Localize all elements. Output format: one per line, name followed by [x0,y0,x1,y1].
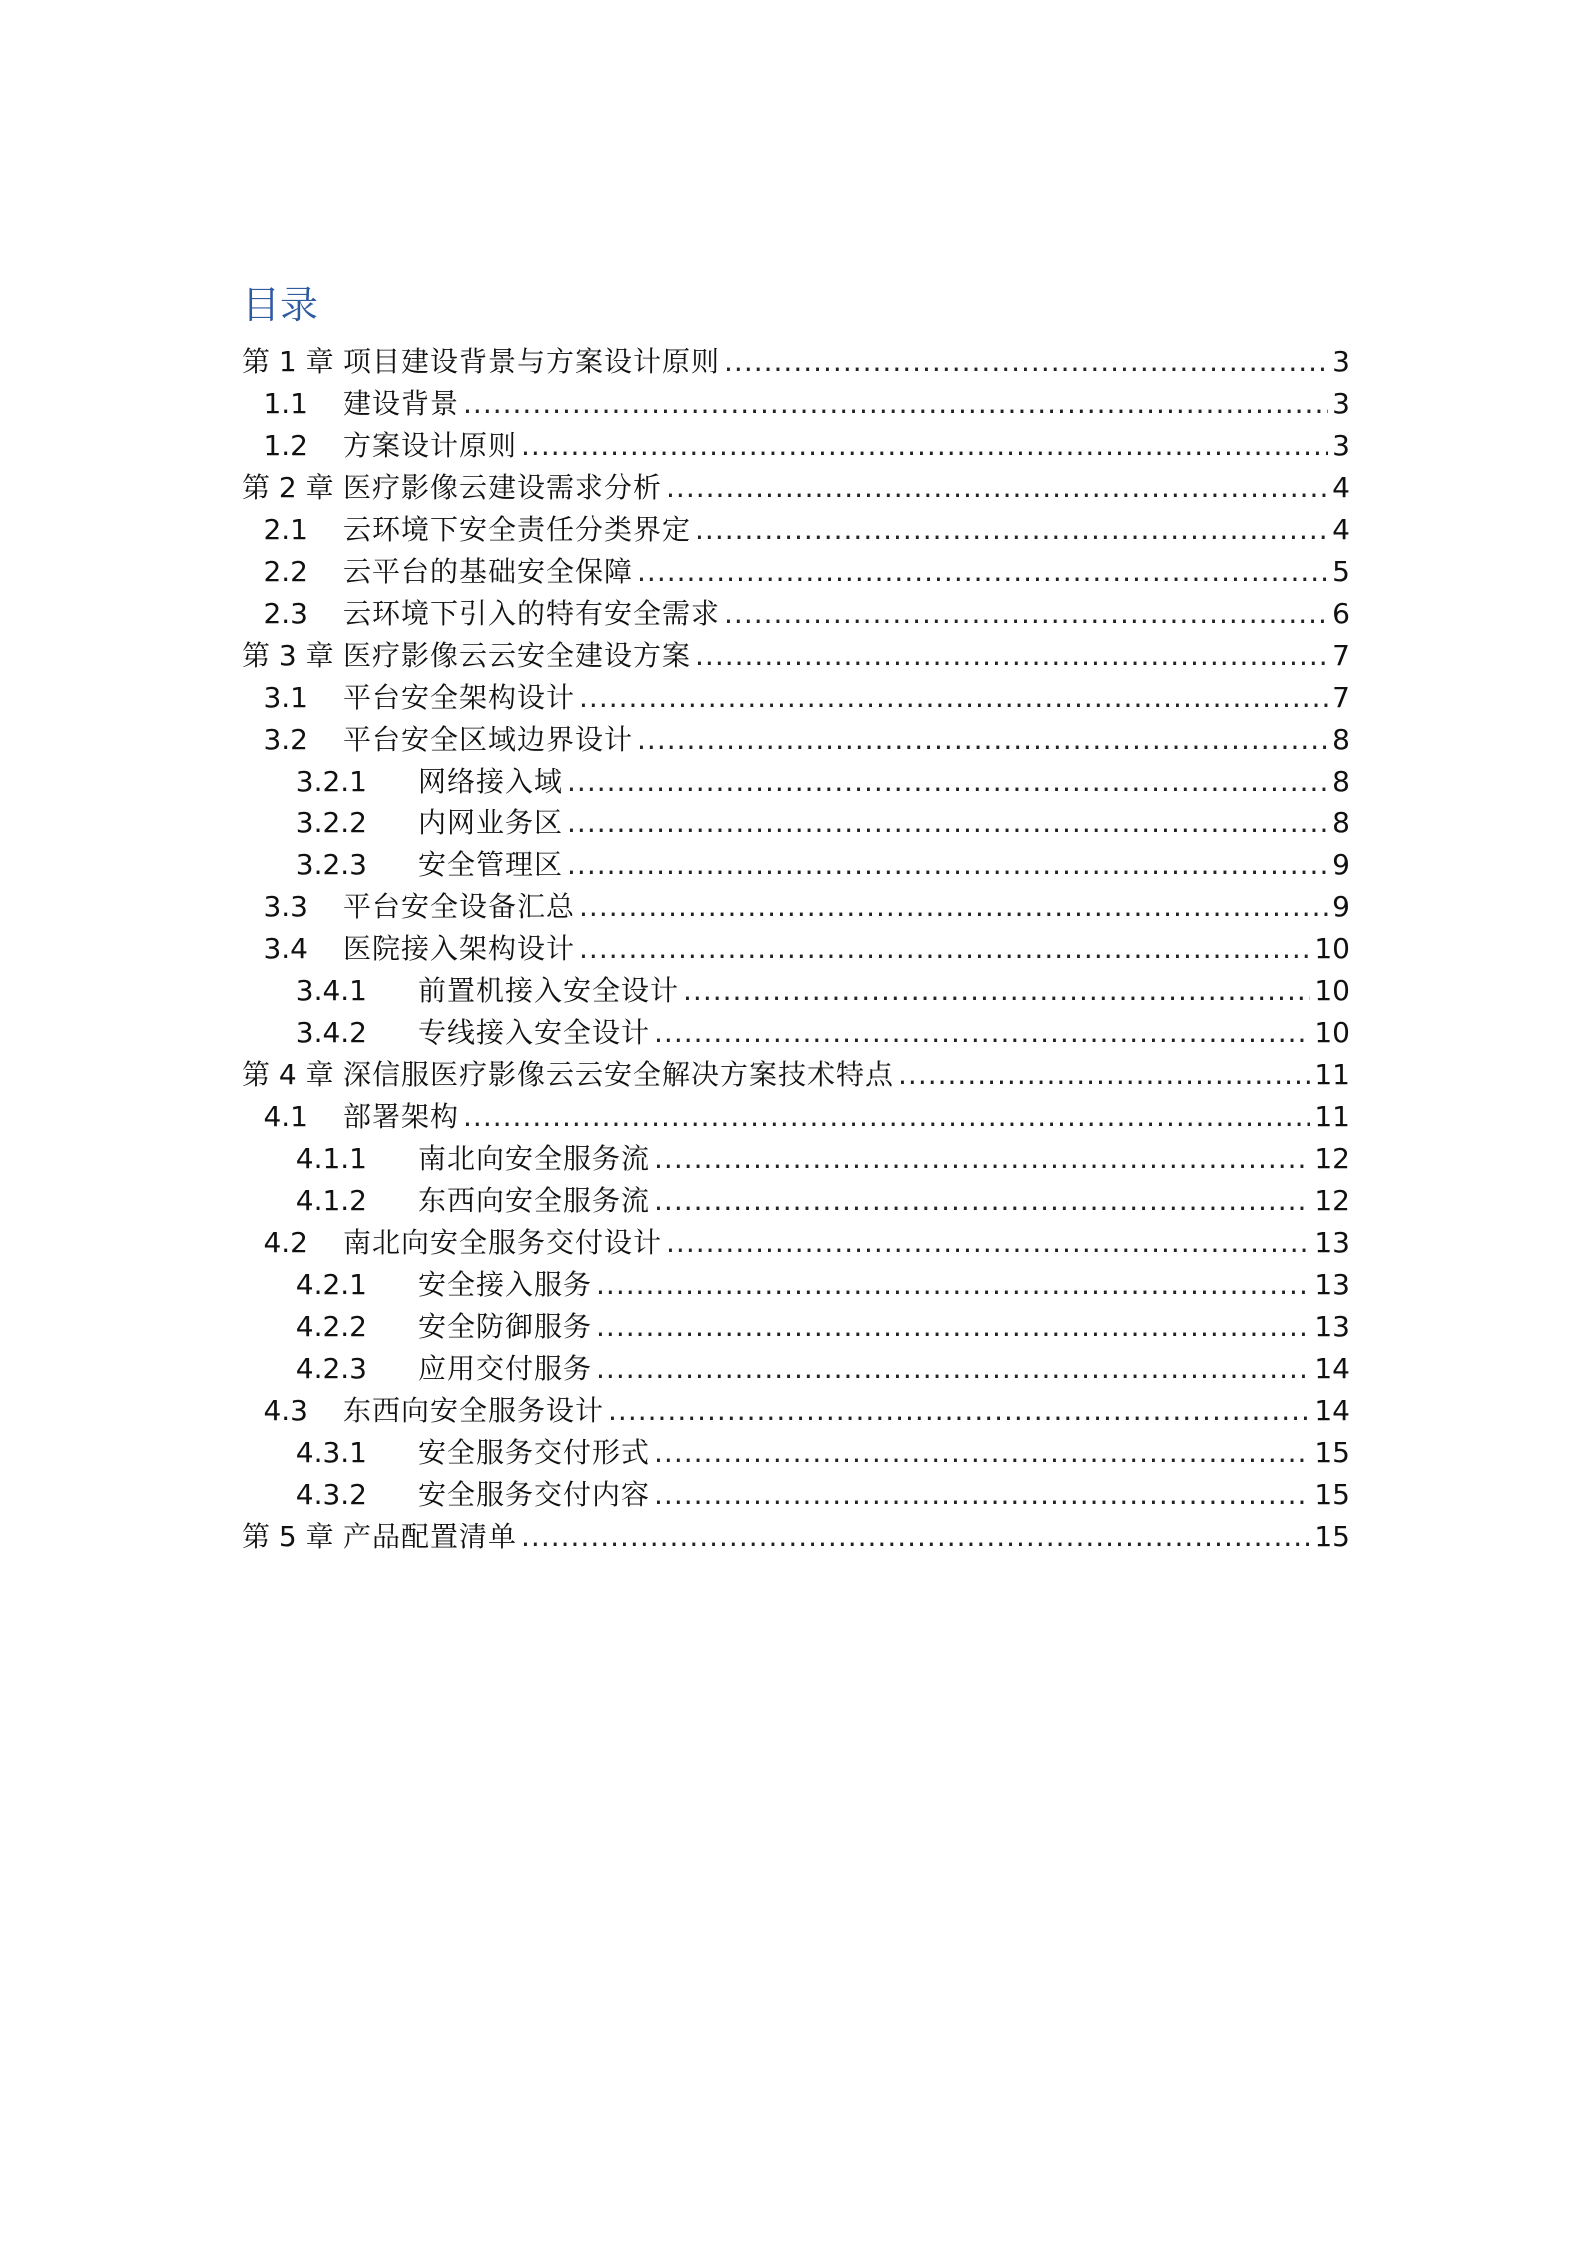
toc-dot-leader [579,677,1328,719]
toc-entry-number: 第 2 章 [242,470,334,504]
toc-entry-page: 3 [1332,428,1350,462]
toc-entry-page: 4 [1332,512,1350,546]
toc-dot-leader [683,970,1310,1012]
toc-entry-title: 云环境下引入的特有安全需求 [343,596,721,630]
toc-entry-page: 11 [1314,1058,1350,1092]
toc-entry-page: 9 [1332,848,1350,882]
toc-entry-page: 11 [1314,1100,1350,1134]
toc-dot-leader [654,1012,1310,1054]
toc-entry[interactable] [242,1012,1350,1054]
toc-dot-leader [637,719,1328,761]
toc-entry[interactable] [242,844,1350,886]
toc-entry-number: 3.4.1 [295,974,367,1008]
toc-entry-page: 13 [1314,1226,1350,1260]
toc-entry-title: 安全服务交付形式 [418,1435,651,1469]
toc-entry[interactable] [242,970,1350,1012]
toc-entry-title: 部署架构 [343,1100,460,1134]
toc-entry-number: 3.1 [263,680,308,714]
toc-entry-title: 网络接入域 [418,764,564,798]
toc-entry[interactable] [242,677,1350,719]
toc-entry-page: 15 [1314,1435,1350,1469]
toc-dot-leader [724,593,1328,635]
toc-dot-leader [666,1222,1310,1264]
toc-entry-title: 安全服务交付内容 [418,1477,651,1511]
toc-entry-number: 4.2.1 [295,1267,367,1301]
toc-entry-number: 4.2.3 [295,1351,367,1385]
toc-entry[interactable] [242,761,1350,803]
toc-entry[interactable] [242,593,1350,635]
toc-entry[interactable] [242,1306,1350,1348]
toc-entry[interactable] [242,1348,1350,1390]
toc-entry-page: 8 [1332,806,1350,840]
toc-entry[interactable] [242,1180,1350,1222]
toc-entry-number: 3.3 [263,890,308,924]
toc-dot-leader [654,1432,1310,1474]
toc-entry-title: 南北向安全服务流 [418,1142,651,1176]
toc-dot-leader [695,635,1328,677]
toc-entry-number: 3.4 [263,932,308,966]
toc-dot-leader [654,1138,1310,1180]
toc-entry-page: 7 [1332,680,1350,714]
toc-entry-title: 平台安全设备汇总 [343,890,576,924]
toc-entry-title: 平台安全区域边界设计 [343,722,634,756]
toc-dot-leader [695,509,1328,551]
toc-entry-title: 建设背景 [343,386,460,420]
toc-entry[interactable] [242,1264,1350,1306]
toc-entry-title: 安全接入服务 [418,1267,593,1301]
toc-dot-leader [596,1348,1310,1390]
toc-entry[interactable] [242,1390,1350,1432]
toc-entry-number: 1.2 [263,428,308,462]
toc-entry-title: 深信服医疗影像云云安全解决方案技术特点 [343,1058,895,1092]
toc-entry-number: 4.1.2 [295,1184,367,1218]
toc-dot-leader [608,1390,1310,1432]
toc-entry-title: 项目建设背景与方案设计原则 [343,345,721,378]
toc-entry-title: 方案设计原则 [343,428,518,462]
toc-dot-leader [567,802,1328,844]
toc-entry[interactable] [242,1432,1350,1474]
toc-entry-page: 8 [1332,722,1350,756]
toc-entry[interactable] [242,467,1350,509]
toc-entry-page: 7 [1332,638,1350,672]
toc-dot-leader [654,1474,1310,1516]
toc-entry-page: 14 [1314,1393,1350,1427]
toc-entry-title: 内网业务区 [418,806,564,840]
toc-entry-page: 14 [1314,1351,1350,1385]
toc-entry-page: 3 [1332,345,1350,378]
toc-entry[interactable] [242,886,1350,928]
toc-entry-page: 13 [1314,1267,1350,1301]
toc-dot-leader [463,1096,1310,1138]
toc-entry-number: 3.2.2 [295,806,367,840]
toc-entry[interactable] [242,1222,1350,1264]
toc-entry-number: 3.2.3 [295,848,367,882]
toc-entry-title: 云环境下安全责任分类界定 [343,512,692,546]
toc-entry-page: 10 [1314,932,1350,966]
toc-entry-number: 3.4.2 [295,1016,367,1050]
toc-dot-leader [596,1264,1310,1306]
toc-entry-number: 4.3.2 [295,1477,367,1511]
toc-entry-title: 云平台的基础安全保障 [343,554,634,588]
toc-dot-leader [463,383,1328,425]
toc-entry-title: 应用交付服务 [418,1351,593,1385]
toc-entry-page: 8 [1332,764,1350,798]
toc-entry-number: 3.2.1 [295,764,367,798]
toc-entry-page: 15 [1314,1477,1350,1511]
toc-entry-title: 医疗影像云建设需求分析 [343,470,663,504]
toc-entry-title: 平台安全架构设计 [343,680,576,714]
toc-entry-page: 4 [1332,470,1350,504]
toc-entry[interactable] [242,509,1350,551]
toc-dot-leader [724,341,1328,383]
toc-dot-leader [579,928,1310,970]
toc-dot-leader [637,551,1328,593]
toc-entry-title: 前置机接入安全设计 [418,974,680,1008]
toc-heading: 目录 [242,283,319,327]
toc-entry-number: 4.2.2 [295,1309,367,1343]
toc-entry-number: 第 5 章 [242,1519,334,1553]
toc-entry[interactable] [242,1054,1350,1096]
toc-entry-title: 东西向安全服务设计 [343,1393,605,1427]
toc-entry-number: 第 1 章 [242,345,334,378]
toc-entry-page: 10 [1314,1016,1350,1050]
toc-entry-page: 12 [1314,1184,1350,1218]
toc-entry-number: 第 3 章 [242,638,334,672]
toc-entry-number: 2.3 [263,596,308,630]
toc-entry[interactable] [242,551,1350,593]
toc-entry-page: 5 [1332,554,1350,588]
toc-dot-leader [579,886,1328,928]
table-of-contents [242,341,1350,1558]
toc-dot-leader [521,1516,1310,1558]
toc-entry-number: 4.2 [263,1226,308,1260]
toc-entry[interactable] [242,1096,1350,1138]
toc-entry-number: 4.3.1 [295,1435,367,1469]
toc-entry[interactable] [242,635,1350,677]
toc-entry-number: 第 4 章 [242,1058,334,1092]
toc-entry-title: 医疗影像云云安全建设方案 [343,638,692,672]
toc-entry-page: 3 [1332,386,1350,420]
toc-entry-page: 12 [1314,1142,1350,1176]
toc-entry-number: 4.1 [263,1100,308,1134]
toc-entry-page: 13 [1314,1309,1350,1343]
toc-dot-leader [654,1180,1310,1222]
toc-entry[interactable] [242,719,1350,761]
toc-entry[interactable] [242,802,1350,844]
toc-entry-number: 4.1.1 [295,1142,367,1176]
toc-dot-leader [596,1306,1310,1348]
toc-entry-title: 东西向安全服务流 [418,1184,651,1218]
toc-entry-title: 医院接入架构设计 [343,932,576,966]
toc-dot-leader [567,761,1328,803]
toc-entry[interactable] [242,383,1350,425]
toc-entry-title: 专线接入安全设计 [418,1016,651,1050]
toc-dot-leader [666,467,1328,509]
toc-entry[interactable] [242,1138,1350,1180]
toc-entry[interactable] [242,1474,1350,1516]
toc-entry-page: 6 [1332,596,1350,630]
toc-entry-number: 1.1 [263,386,308,420]
toc-entry-number: 2.2 [263,554,308,588]
toc-dot-leader [567,844,1328,886]
toc-dot-leader [898,1054,1310,1096]
toc-entry-title: 安全管理区 [418,848,564,882]
toc-entry-number: 3.2 [263,722,308,756]
toc-entry-page: 15 [1314,1519,1350,1553]
toc-dot-leader [521,425,1328,467]
toc-entry[interactable] [242,341,1350,383]
toc-entry[interactable] [242,1516,1350,1558]
toc-entry-page: 10 [1314,974,1350,1008]
toc-entry-page: 9 [1332,890,1350,924]
toc-entry[interactable] [242,928,1350,970]
toc-entry-title: 南北向安全服务交付设计 [343,1226,663,1260]
toc-entry-title: 安全防御服务 [418,1309,593,1343]
toc-entry-number: 4.3 [263,1393,308,1427]
toc-entry-number: 2.1 [263,512,308,546]
toc-entry[interactable] [242,425,1350,467]
toc-entry-title: 产品配置清单 [343,1519,518,1553]
